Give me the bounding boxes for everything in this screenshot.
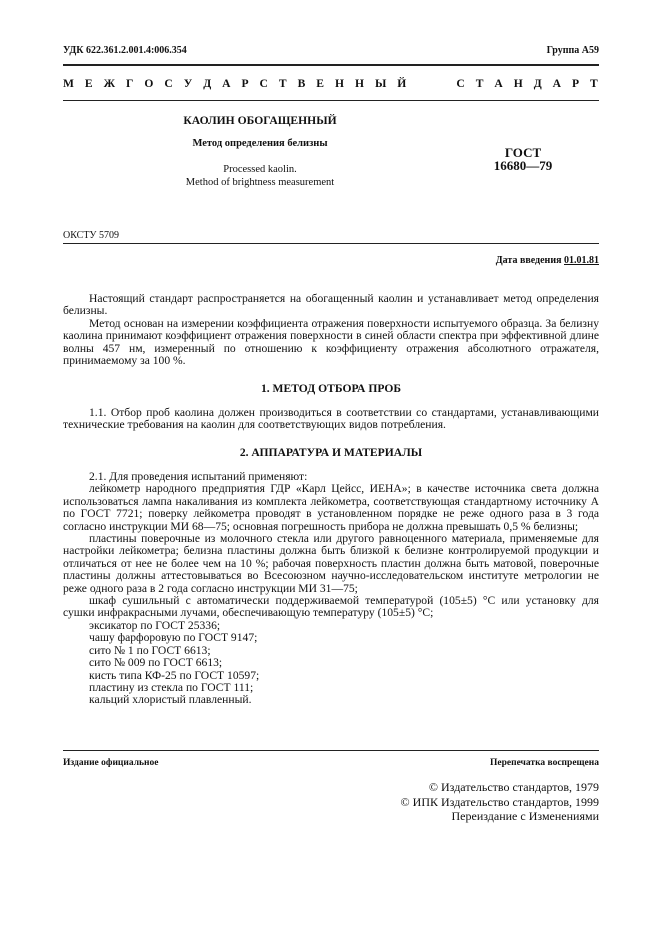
section-1-paragraph-1: 1.1. Отбор проб каолина должен производиться в соответствии со стандартами, устанавливающими технические требования на каолин для соответствующих видов потребления. — [63, 406, 599, 432]
list-item: эксикатор по ГОСТ 25336; — [89, 618, 221, 632]
gost-label: ГОСТ — [504, 145, 542, 160]
list-item: кисть типа КФ-25 по ГОСТ 10597; — [89, 668, 260, 682]
top-rule — [63, 64, 599, 66]
section-2-title: 2. АППАРАТУРА И МАТЕРИАЛЫ — [239, 446, 423, 459]
reprint-prohibited: Перепечатка воспрещена — [489, 758, 599, 768]
doc-title-en-1: Processed kaolin. — [223, 164, 297, 175]
group-code: Группа А59 — [546, 45, 599, 56]
section-2-paragraph-2: лейкометр народного предприятия ГДР «Карл Цейсс, ИЕНА»; в качестве источника света должна использоваться лампа накаливания из комплекта лейкометра, соответствующая стандартному источнику А по ГОСТ 7721; поверку лейкометра проводят в установленном порядке не реже одного раза в 3 года согласно инструкции МИ 68—75; основная погрешность прибора не должна превышать 0,5 % белизны; — [63, 482, 599, 533]
list-item: чашу фарфоровую по ГОСТ 9147; — [89, 631, 258, 645]
gost-number: 16680—79 — [493, 158, 553, 173]
intro-date-value: 01.01.81 — [564, 255, 599, 266]
official-edition: Издание официальное — [63, 758, 159, 768]
intro-date-label: Дата введения — [495, 255, 562, 266]
list-item: сито № 009 по ГОСТ 6613; — [89, 656, 223, 670]
doc-title: КАОЛИН ОБОГАЩЕННЫЙ — [183, 114, 337, 127]
reissue-note: Переиздание с Изменениями — [451, 809, 599, 823]
section-2-paragraph-3: пластины поверочные из молочного стекла или другого равноценного материала, применяемые для настройки лейкометра; белизна пластины должна быть близкой к белизне контролируемой продукции и отличаться от нее не более чем на 10 %; рабочая поверхность пластин должна быть матовой, поверочные пластины должны аттестовываться во Всесоюзном научно-исследовательском институте метрологии не реже одного раза в 2 года согласно инструкции МИ 31—75; — [63, 532, 599, 595]
doc-title-en-2: Method of brightness measurement — [185, 177, 335, 188]
okstu-rule — [63, 243, 599, 244]
section-2-paragraph-4: шкаф сушильный с автоматически поддерживаемой температурой (105±5) °С или установку для сушки инфракрасными лучами, обеспечивающую температуру (105±5) °С; — [63, 594, 599, 620]
section-1-title: 1. МЕТОД ОТБОРА ПРОБ — [260, 382, 402, 395]
list-item: пластину из стекла по ГОСТ 111; — [89, 680, 254, 694]
section-2-text — [63, 471, 599, 707]
interstate-standard-banner: М Е Ж Г О С У Д А Р С Т В Е Н Н Ы Й С Т А Н Д А Р Т — [63, 77, 599, 90]
section-1-text — [63, 407, 599, 432]
intro-paragraph-2: Метод основан на измерении коэффициента отражения поверхности испытуемого образца. За белизну каолина принимают коэффициент отражения поверхности в синей области спектра при эффективной длине волны 457 нм, измеренный по отношению к коэффициенту отражения абсолютного отражателя, принимаемому за 100 %. — [63, 316, 599, 368]
udk-code: УДК 622.361.2.001.4:006.354 — [63, 45, 187, 56]
section-2-paragraph-1: 2.1. Для проведения испытаний применяют: — [89, 470, 308, 483]
doc-subtitle: Метод определения белизны — [192, 138, 328, 149]
intro-date — [496, 255, 599, 266]
list-item: кальций хлористый плавленный. — [89, 693, 252, 707]
intro-text — [63, 293, 599, 367]
banner-rule — [63, 100, 599, 101]
intro-paragraph-1: Настоящий стандарт распространяется на обогащенный каолин и устанавливает метод определения белизны. — [63, 292, 599, 318]
copyright-1979: © Издательство стандартов, 1979 — [428, 780, 599, 794]
copyright-1999: © ИПК Издательство стандартов, 1999 — [400, 795, 599, 809]
footer-rule — [63, 750, 599, 751]
okstu-code: ОКСТУ 5709 — [63, 230, 120, 241]
list-item: сито № 1 по ГОСТ 6613; — [89, 643, 211, 657]
